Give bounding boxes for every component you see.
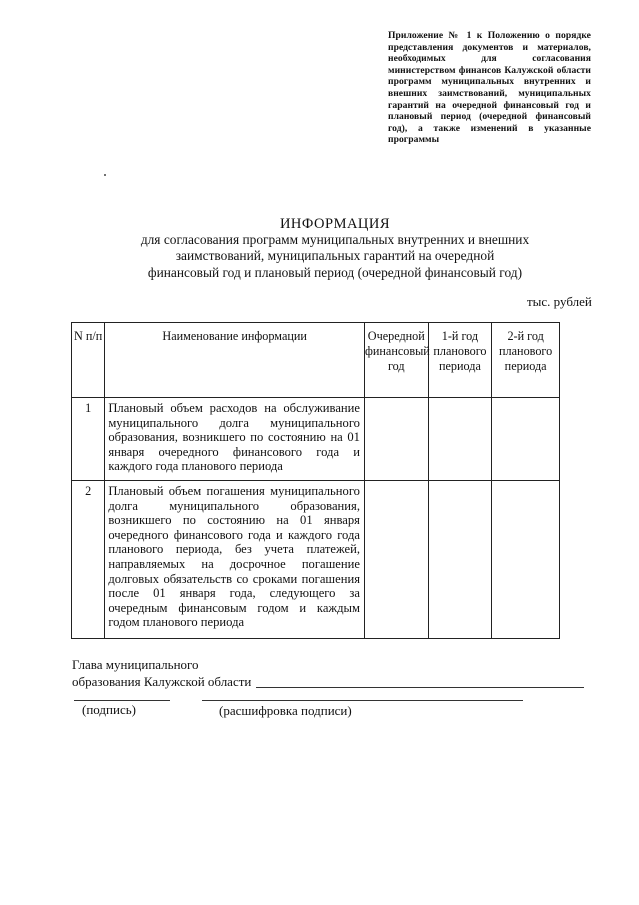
header-plan-year1: 1-й год планового периода	[428, 323, 492, 398]
row-num: 1	[72, 398, 105, 481]
title-line: для согласования программ муниципальных внутренних и внешних	[140, 232, 530, 248]
header-num: N п/п	[72, 323, 105, 398]
sign-underline	[74, 700, 170, 701]
document-title	[100, 216, 570, 281]
signature-underline	[256, 687, 584, 688]
signature-title-line1: Глава муниципального	[72, 657, 199, 672]
row-plan-year1	[428, 398, 492, 481]
header-plan-year2: 2-й год планового периода	[492, 323, 560, 398]
row-plan-year1	[428, 481, 492, 639]
title-line: заимствований, муниципальных гарантий на очередной	[175, 248, 495, 264]
row-name: Плановый объем расходов на обслуживание муниципального долга муниципального образования, возникшего по состоянию на 01 января очередного финансового года и каждого года планового периода	[105, 398, 365, 481]
units-label: тыс. рублей	[527, 294, 592, 309]
row-current-year	[364, 398, 428, 481]
table-header-row	[72, 323, 560, 398]
row-name: Плановый объем погашения муниципального долга муниципального образования, возникшего по состоянию на 01 января очередного финансового года и каждого года планового периода, без учета платежей, направляемых на досрочное погашение долговых обязательств со сроками погашения после 01 января года, следующего за очередным финансовым годом и каждым годом планового периода	[105, 481, 365, 639]
decode-caption: (расшифровка подписи)	[219, 703, 352, 718]
scan-speck	[104, 174, 106, 176]
signature-block	[72, 657, 251, 690]
row-current-year	[364, 481, 428, 639]
signature-title-line2: образования Калужской области	[72, 673, 252, 689]
row-plan-year2	[492, 398, 560, 481]
row-plan-year2	[492, 481, 560, 639]
row-num: 2	[72, 481, 105, 639]
header-current-year: Очередной финансовый год	[364, 323, 428, 398]
table-row	[72, 481, 560, 639]
information-table	[71, 322, 560, 639]
title-heading: ИНФОРМАЦИЯ	[279, 216, 391, 232]
title-line: финансовый год и плановый период (очередной финансовый год)	[147, 264, 523, 280]
table-row	[72, 398, 560, 481]
sign-caption: (подпись)	[82, 702, 136, 717]
header-name: Наименование информации	[105, 323, 365, 398]
appendix-note: Приложение № 1 к Положению о порядке представления документов и материалов, необходимых для согласования министерством финансов Калужской области программ муниципальных внутренних и внешних заимствований, муниципальных гарантий на очередной финансовый год и плановый период (очередной финансовый год), а также изменений в указанные программы	[388, 30, 591, 146]
decode-underline	[202, 700, 523, 701]
